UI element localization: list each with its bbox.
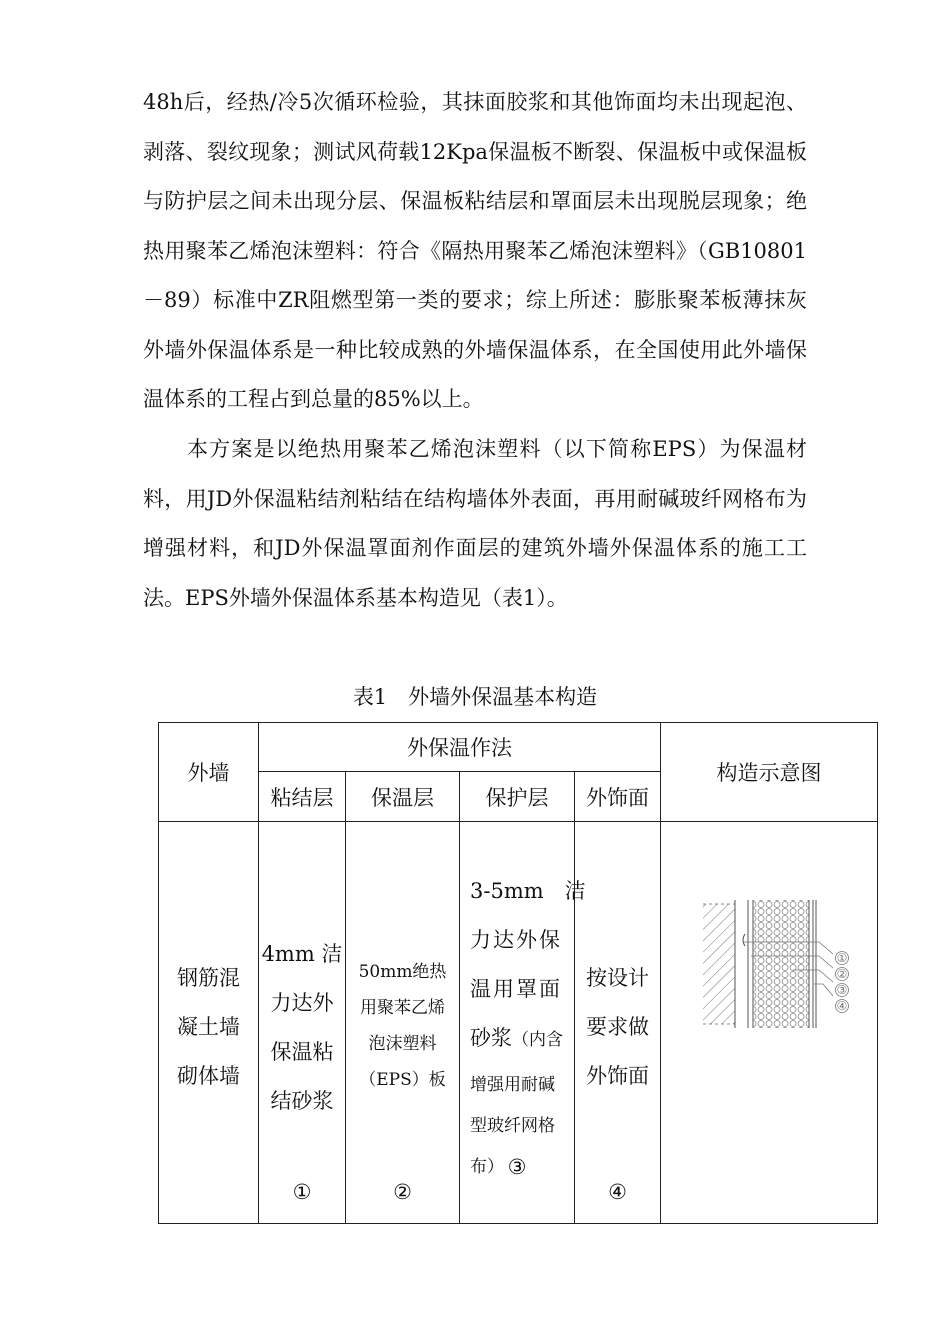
diagram-cell	[661, 822, 878, 1224]
protect-layer-cell	[460, 822, 586, 1224]
protect-small-line: 布）	[470, 1157, 504, 1177]
sub-header-finish: 外饰面	[575, 772, 661, 822]
wall-type-cell	[159, 822, 259, 1224]
wall-type-line: 钢筋混	[177, 966, 240, 990]
wall-hatch	[703, 904, 735, 1024]
bond-line: 4mm 洁	[261, 941, 343, 966]
marker-3: ③	[507, 1155, 527, 1179]
paragraph-1: 48h后，经热/冷5次循环检验，其抹面胶浆和其他饰面均未出现起泡、剥落、裂纹现象；测试风荷载12Kpa保温板不断裂、保温板中或保温板与防护层之间未出现分层、保温板粘结层和罩面层未出现脱层现象；绝热用聚苯乙烯泡沫塑料：符合《隔热用聚苯乙烯泡沫塑料》（GB10801－89）标准中ZR阻燃型第一类的要求；综上所述：膨胀聚苯板薄抹灰外墙外保温体系是一种比较成熟的外墙保温体系，在全国使用此外墙保温体系的工程占到总量的85%以上。	[143, 90, 807, 411]
bond-line: 保温粘	[270, 1039, 334, 1064]
construction-table	[158, 722, 878, 1224]
diagram-label-4: ④	[836, 999, 848, 1013]
diagram-label-2: ②	[836, 967, 848, 981]
protect-small-text: （内含	[512, 1030, 563, 1050]
wall-type-line: 凝土墙	[177, 1015, 240, 1039]
protect-small-line: 增强用耐碱	[470, 1075, 555, 1095]
protect-line: 温用罩面	[470, 977, 562, 1001]
marker-2: ②	[393, 1180, 412, 1204]
insulation-layer-cell	[346, 822, 460, 1224]
protect-line: 3-5mm 洁	[470, 879, 586, 903]
insulation-line: 用聚苯乙烯	[360, 997, 445, 1018]
protect-small-line: 型玻纤网格	[470, 1116, 555, 1136]
sub-header-protect: 保护层	[460, 772, 575, 822]
protect-line: 力达外保	[470, 928, 562, 952]
wall-type-line: 砌体墙	[177, 1064, 240, 1088]
protect-line-mixed	[470, 1014, 574, 1065]
table-caption: 表1 外墙外保温基本构造	[352, 685, 598, 709]
insulation-line: 泡沫塑料	[368, 1033, 437, 1054]
bond-layer-cell	[259, 822, 346, 1224]
finish-line: 外饰面	[586, 1064, 649, 1088]
sub-header-insulation: 保温层	[346, 772, 460, 822]
header-wall: 外墙	[159, 723, 259, 822]
marker-1: ①	[292, 1180, 312, 1204]
sub-header-bond: 粘结层	[259, 772, 346, 822]
insulation-line: （EPS）板	[359, 1069, 446, 1090]
diagram-label-1: ①	[836, 951, 848, 965]
header-diagram: 构造示意图	[661, 723, 878, 822]
bond-line: 力达外	[270, 990, 334, 1015]
finish-line: 按设计	[586, 966, 649, 990]
finish-layer-cell	[575, 822, 661, 1224]
protect-big-text: 砂浆	[470, 1026, 512, 1050]
marker-4: ④	[608, 1180, 627, 1204]
finish-line: 要求做	[586, 1015, 649, 1039]
insulation-line: 50mm绝热	[358, 961, 447, 982]
construction-diagram	[693, 894, 873, 1034]
bond-line: 结砂浆	[270, 1088, 334, 1113]
paragraph-2: 本方案是以绝热用聚苯乙烯泡沫塑料（以下简称EPS）为保温材料，用JD外保温粘结剂粘结在结构墙体外表面，再用耐碱玻纤网格布为增强材料，和JD外保温罩面剂作面层的建筑外墙外保温体系的施工工法。EPS外墙外保温体系基本构造见（表1）。	[143, 437, 807, 610]
diagram-label-3: ③	[836, 983, 848, 997]
header-method: 外保温作法	[259, 723, 661, 772]
eps-board	[753, 900, 809, 1028]
